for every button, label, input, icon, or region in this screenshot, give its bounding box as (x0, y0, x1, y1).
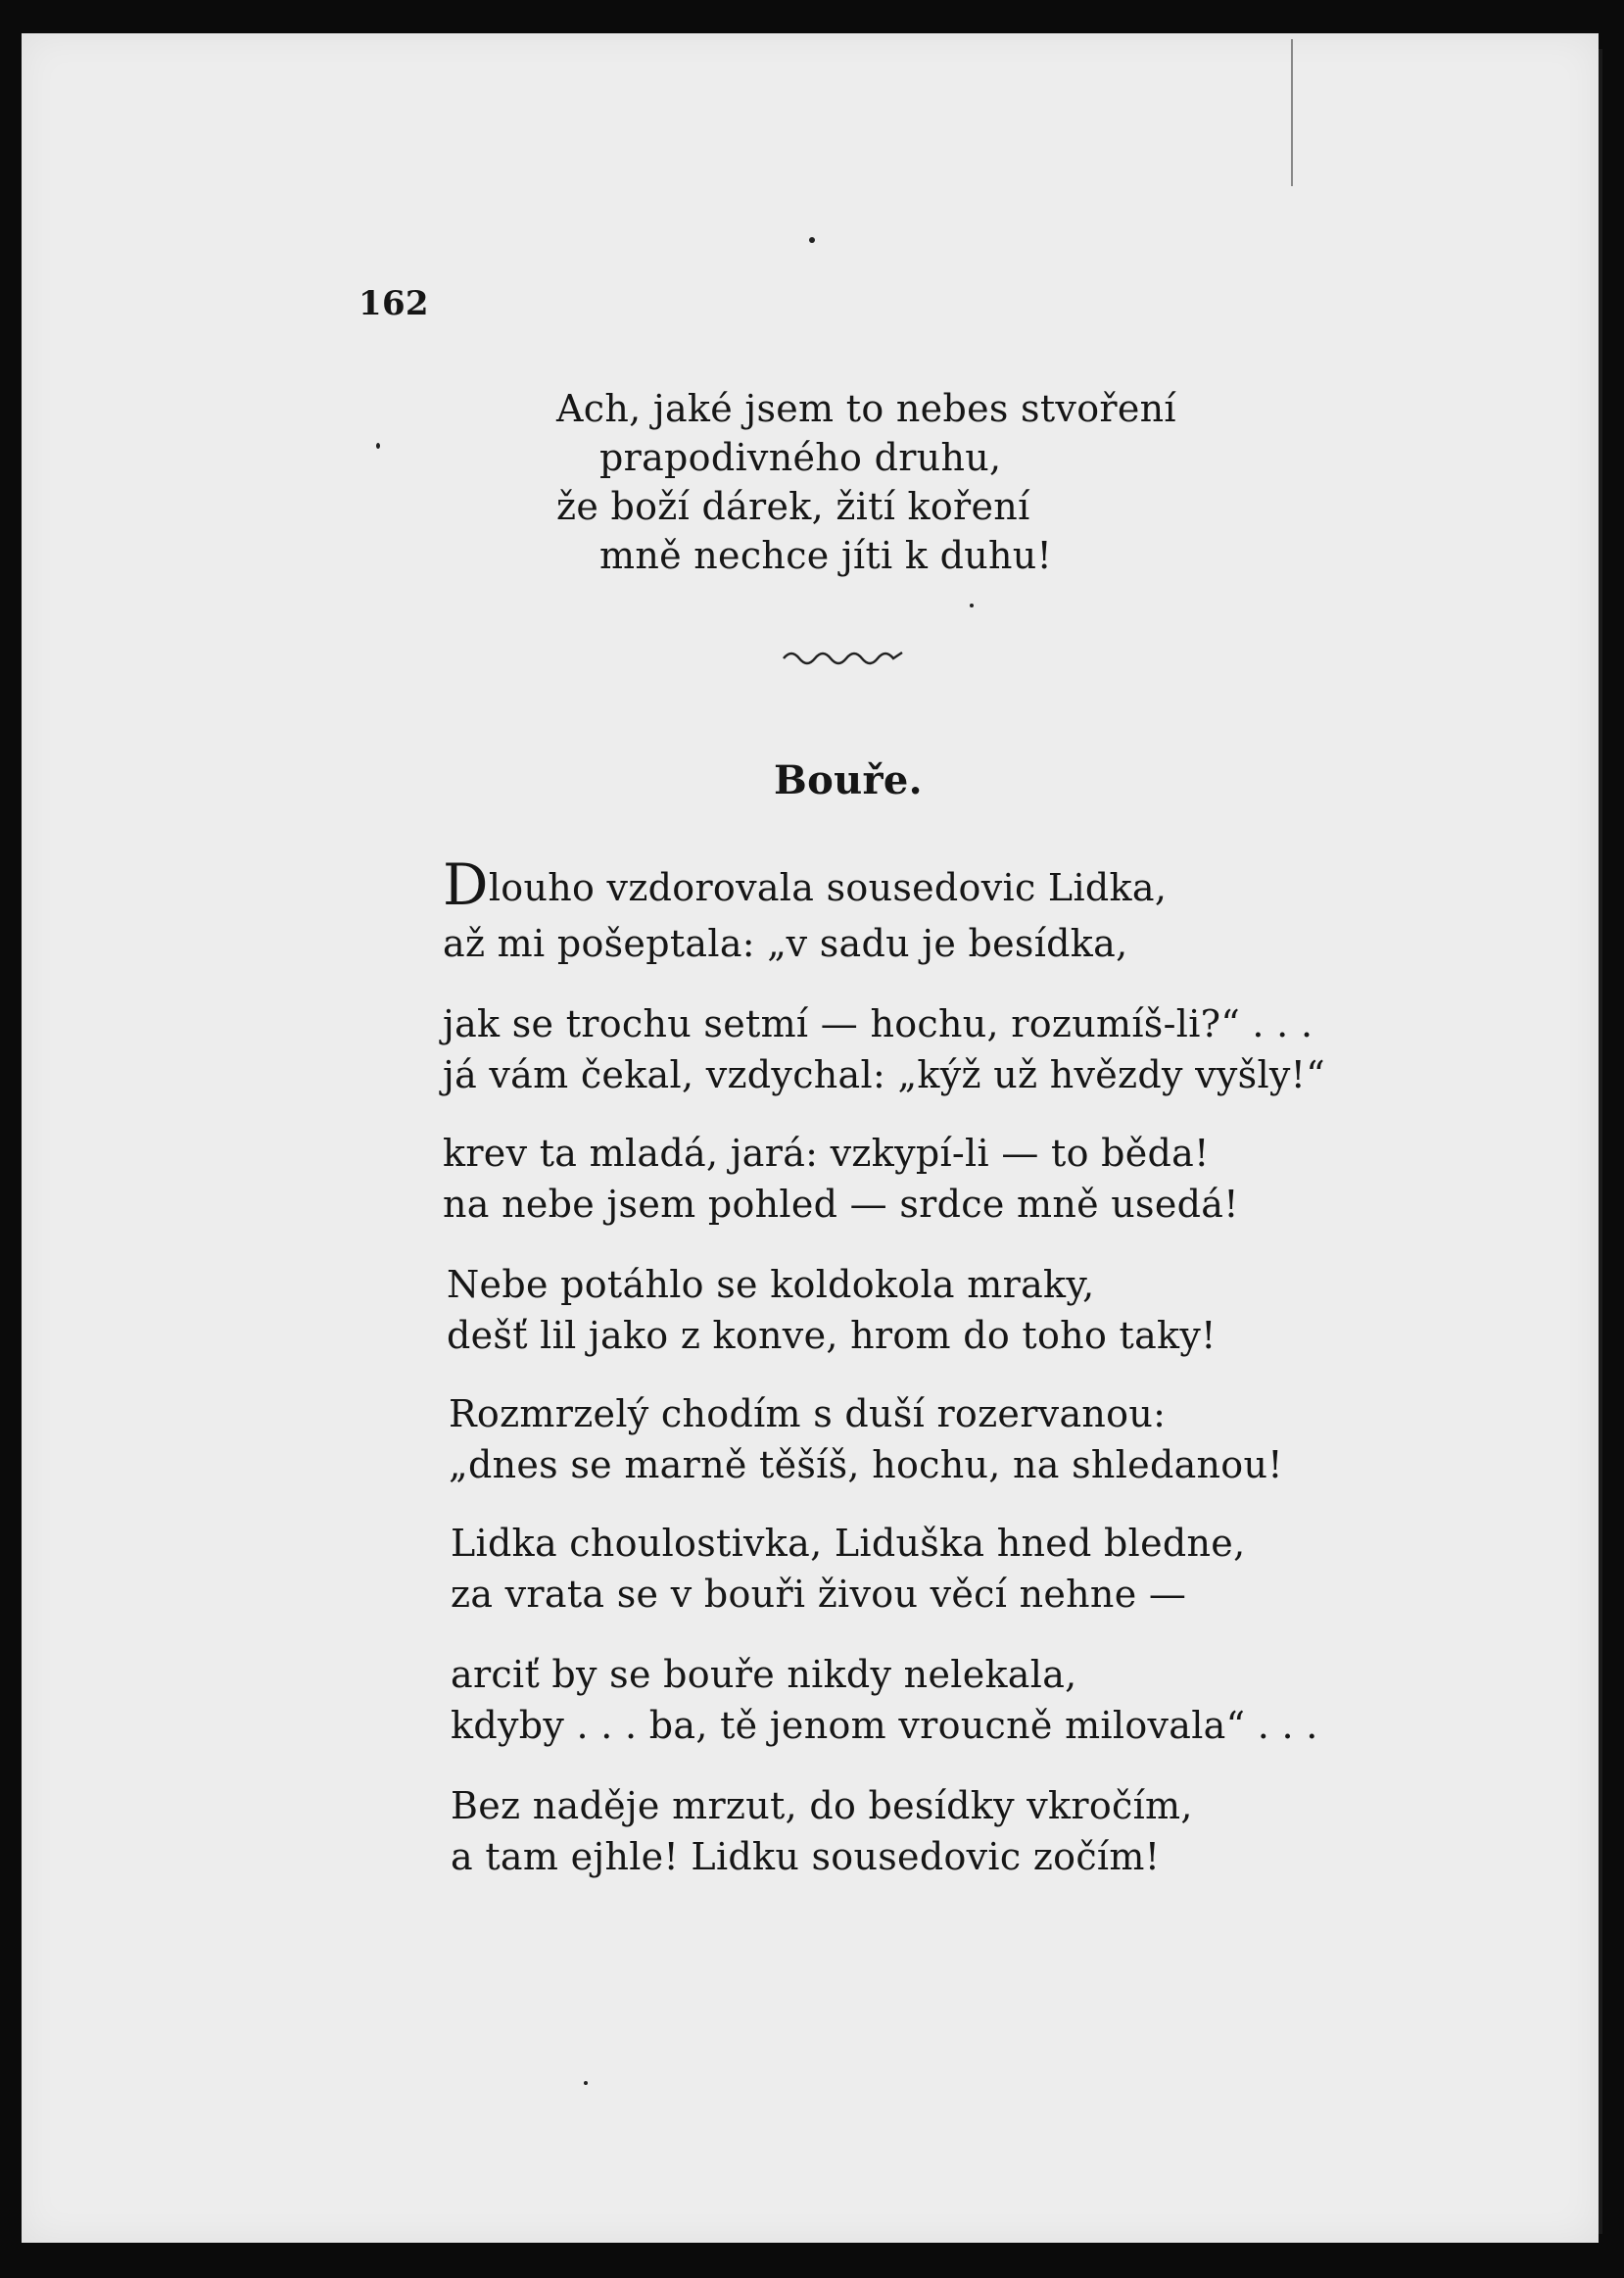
verse-line: až mi pošeptala: „v sadu je besídka, (443, 922, 1128, 965)
verse-line: arciť by se bouře nikdy nelekala, (451, 1653, 1077, 1696)
verse-line: Bez naděje mrzut, do besídky vkročím, (451, 1784, 1193, 1827)
page-edge (1599, 49, 1602, 2234)
verse-line: jak se trochu setmí — hochu, rozumíš-li?“ . . . (443, 1002, 1314, 1045)
drop-cap: D (443, 851, 489, 918)
verse-line: Ach, jaké jsem to nebes stvoření (556, 387, 1176, 430)
verse-line: dešť lil jako z konve, hrom do toho taky! (447, 1314, 1217, 1357)
verse-line: kdyby . . . ba, tě jenom vroucně milovala“ . . . (451, 1704, 1318, 1747)
verse-line: za vrata se v bouři živou věcí nehne — (451, 1573, 1187, 1616)
verse-line: na nebe jsem pohled — srdce mně usedá! (443, 1183, 1239, 1226)
verse-line: a tam ejhle! Lidku sousedovic zočím! (451, 1835, 1161, 1878)
verse-line: já vám čekal, vzdychal: „kýž už hvězdy vyšly!“ (443, 1053, 1325, 1096)
verse-line: že boží dárek, žití koření (556, 485, 1030, 528)
verse-line-first-rest: louho vzdorovala sousedovic Lidka, (488, 866, 1168, 909)
verse-line: „dnes se marně těšíš, hochu, na shledanou! (449, 1443, 1283, 1486)
speck (584, 2081, 588, 2085)
verse-line: Nebe potáhlo se koldokola mraky, (447, 1263, 1095, 1306)
verse-line: krev ta mladá, jará: vzkypí-li — to běda! (443, 1132, 1210, 1175)
verse-line: Lidka choulostivka, Liduška hned bledne, (451, 1522, 1246, 1565)
separator-ornament (782, 647, 904, 670)
speck (809, 237, 815, 243)
speck (376, 443, 380, 449)
verse-line: prapodivného druhu, (599, 436, 1002, 479)
poem-title: Bouře. (774, 757, 923, 803)
speck (970, 604, 974, 607)
verse-line-first (443, 851, 1168, 918)
page-number: 162 (358, 284, 429, 323)
gutter-mark (1291, 39, 1293, 186)
verse-line: mně nechce jíti k duhu! (599, 534, 1053, 577)
verse-line: Rozmrzelý chodím s duší rozervanou: (449, 1392, 1167, 1435)
